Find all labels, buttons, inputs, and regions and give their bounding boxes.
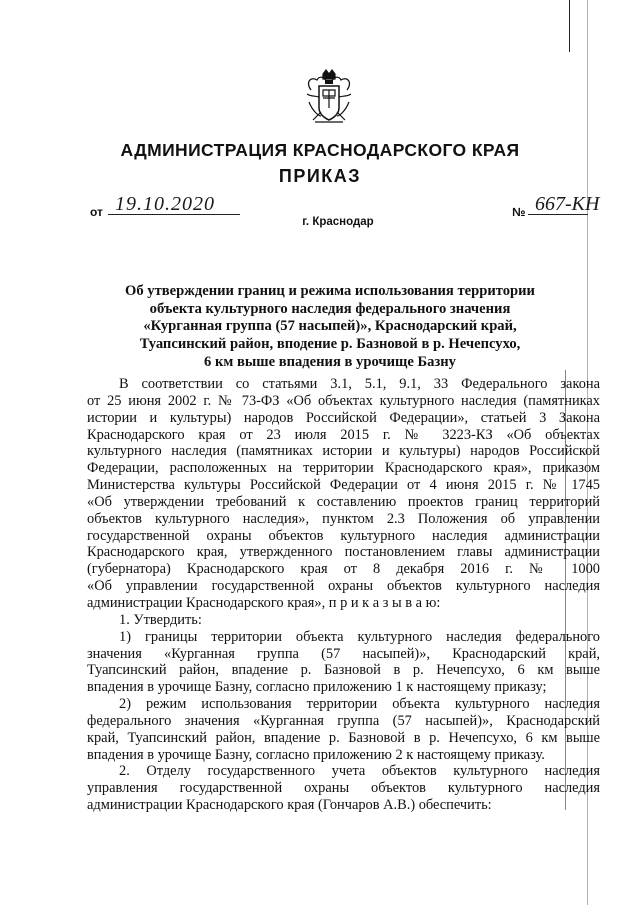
body-line: федерального значения «Курганная группа (57 насыпей)», Краснодарский (87, 712, 600, 729)
handwritten-number: 667-КН (535, 193, 600, 215)
document-type: ПРИКАЗ (278, 166, 362, 186)
scan-edge-line (569, 0, 570, 52)
title-line: объекта культурного наследия федерального значения (149, 300, 511, 317)
krasnodar-coat-of-arms-icon (303, 68, 355, 130)
body-line: управления государственной охраны объектов культурного наследия (87, 780, 600, 797)
body-line: 1. Утвердить: (119, 611, 202, 628)
title-line: Туапсинский район, вподение р. Базновой в р. Нечепсухо, (139, 336, 521, 353)
body-line: 1) границы территории объекта культурного наследия федерального (119, 628, 600, 645)
document-title (100, 283, 560, 372)
body-line: (губернатора) Краснодарского края от 8 декабря 2016 г. № 1000 (87, 561, 600, 578)
body-line: впадения в урочище Базну, согласно приложению 1 к настоящему приказу; (87, 679, 547, 696)
body-line: «Об управлении государственной охраны объектов культурного наследия (87, 578, 600, 595)
title-line: Об утверждении границ и режима использования территории (125, 283, 535, 299)
body-line: истории и культуры) народов Российской Федерации», статьей 3 Закона (87, 409, 600, 426)
body-line: Туапсинский район, впадение р. Базновой в р. Нечепсухо, 6 км выше (87, 662, 600, 679)
body-line: Краснодарского края от 23 июля 2015 г. № 3223-КЗ «Об объектах (87, 426, 600, 443)
body-line: администрации Краснодарского края», п р и к а з ы в а ю: (87, 594, 441, 611)
body-line: 2. Отделу государственного учета объектов культурного наследия (119, 763, 600, 780)
body-line: от 25 июня 2002 г. № 73-ФЗ «Об объектах культурного наследия (памятниках (87, 392, 600, 409)
body-line: культурного наследия (памятниках истории и культуры) народов Российской (87, 443, 600, 460)
date-label: от (90, 205, 103, 219)
number-label: № (512, 205, 526, 219)
body-line: впадения в урочище Базну, согласно приложению 2 к настоящему приказу. (87, 746, 545, 763)
body-line: Краснодарского края, утвержденного постановлением главы администрации (87, 544, 600, 561)
body-line: Министерства культуры Российской Федерации от 4 июня 2015 г. № 1745 (87, 477, 600, 494)
body-line: «Об утверждении требований к составлению проектов границ территорий (87, 493, 600, 510)
organization-title: АДМИНИСТРАЦИЯ КРАСНОДАРСКОГО КРАЯ (120, 140, 520, 160)
city: г. Краснодар (302, 216, 374, 228)
title-line: 6 км выше впадения в урочище Базну (204, 353, 456, 370)
body-line: В соответствии со статьями 3.1, 5.1, 9.1, 33 Федерального закона (119, 376, 600, 392)
handwritten-date: 19.10.2020 (115, 193, 215, 215)
document-body (87, 376, 600, 814)
body-line: объектов культурного наследия», пунктом 2.3 Положения об управлении (87, 510, 600, 527)
title-line: «Курганная группа (57 насыпей)», Краснодарский край, (143, 318, 517, 335)
body-line: значения «Курганная группа (57 насыпей)», Краснодарский край, (87, 645, 600, 662)
body-line: Федерации, расположенных на территории Краснодарского края», приказом (87, 460, 600, 477)
body-line: администрации Краснодарского края (Гончаров А.В.) обеспечить: (87, 797, 492, 814)
body-line: край, Туапсинский район, впадение р. Базновой в р. Нечепсухо, 6 км выше (87, 729, 600, 746)
body-line: государственной охраны объектов культурного наследия администрации (87, 527, 600, 544)
body-line: 2) режим использования территории объекта культурного наследия (119, 696, 600, 713)
